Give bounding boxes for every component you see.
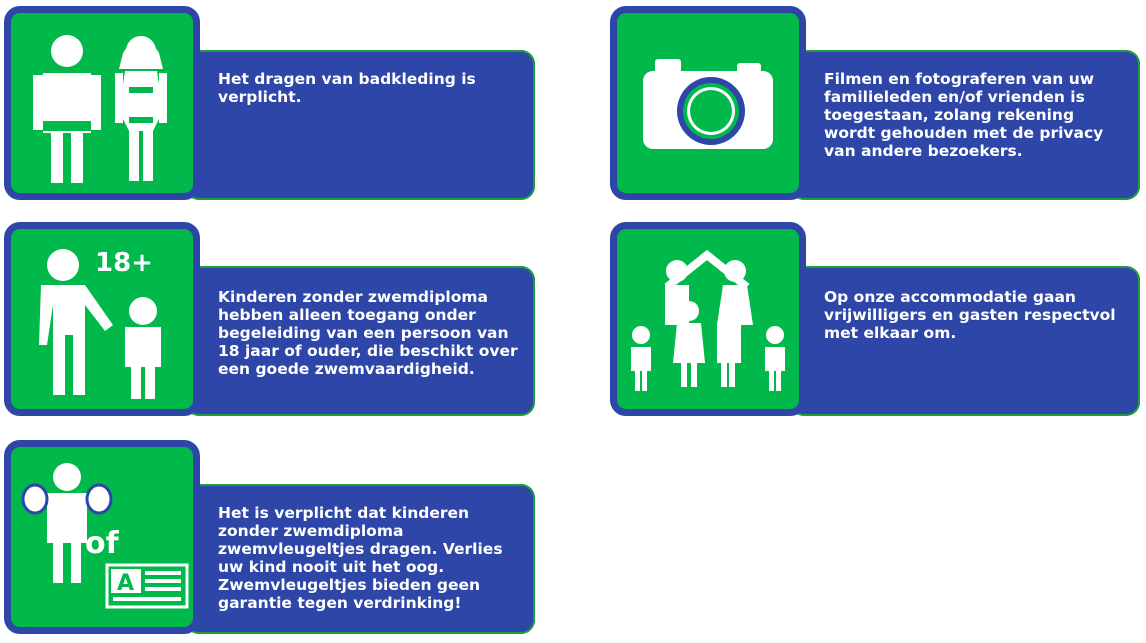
diploma-letter: A	[117, 571, 135, 596]
age-badge: 18+	[95, 248, 153, 278]
rule-text: Het dragen van badkleding is verplicht.	[218, 70, 476, 106]
or-label: of	[85, 526, 119, 561]
rule-text: Filmen en fotograferen van uw familieleden en/of vrienden is toegestaan, zolang rekening wordt gehouden met de privacy van andere bezoekers.	[824, 70, 1104, 160]
family-house-icon	[610, 222, 806, 416]
rule-text: Kinderen zonder zwemdiploma hebben alleen toegang onder begeleiding van een persoon van 18 jaar of ouder, die beschikt over een goede zwemvaardigheid.	[218, 288, 518, 378]
rule-text: Het is verplicht dat kinderen zonder zwemdiploma zwemvleugeltjes dragen. Verlies uw kind nooit uit het oog. Zwemvleugeltjes bieden geen garantie tegen verdrinking!	[218, 504, 503, 612]
adult-child-18plus-icon	[4, 222, 200, 416]
rule-text: Op onze accommodatie gaan vrijwilligers en gasten respectvol met elkaar om.	[824, 288, 1116, 342]
camera-icon	[610, 6, 806, 200]
armbands-or-diploma-icon	[4, 440, 200, 634]
swimwear-people-icon	[4, 6, 200, 200]
